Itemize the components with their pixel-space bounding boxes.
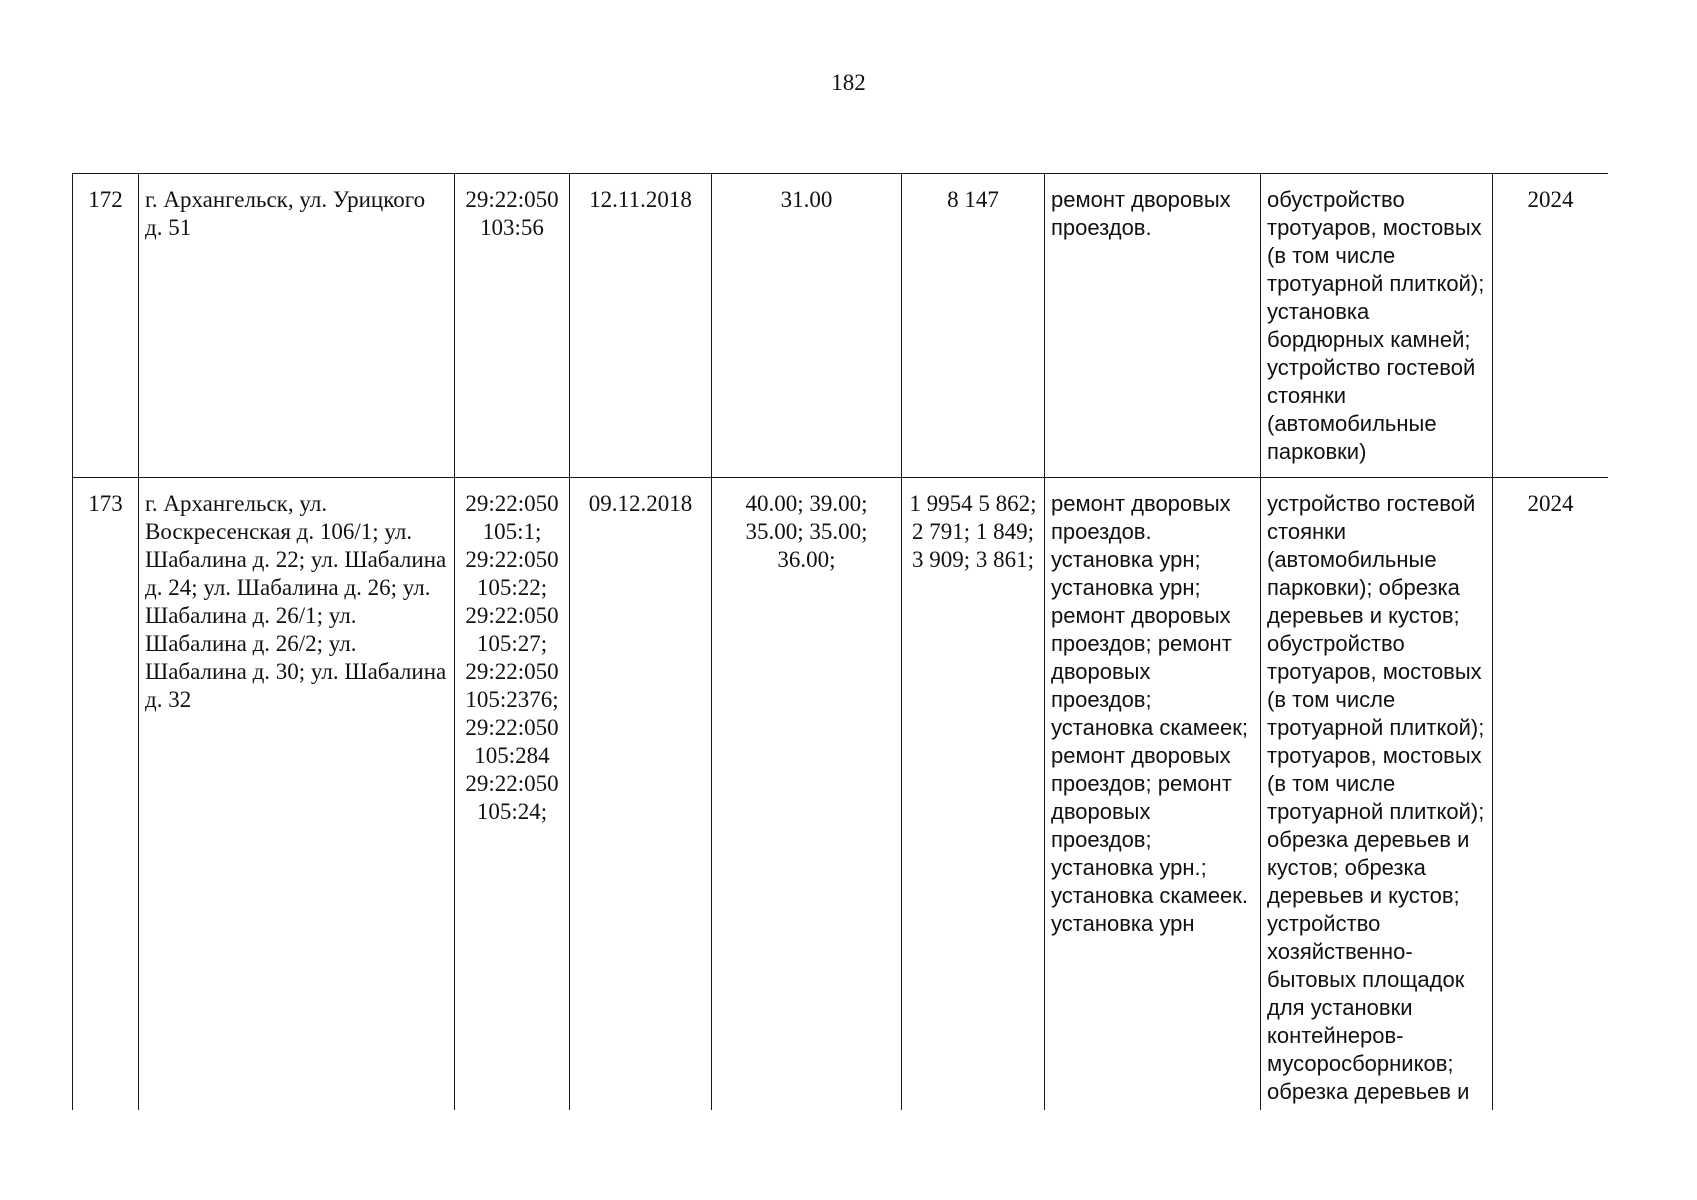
cadastral-number-cell: 29:22:050 103:56 [455, 174, 570, 478]
area-cell: 40.00; 39.00; 35.00; 35.00; 36.00; [712, 478, 902, 1111]
page-number: 182 [831, 70, 866, 95]
additional-works-cell: устройство гостевой стоянки (автомобильные парковки); обрезка деревьев и кустов; обустройство тротуаров, мостовых (в том числе тротуарной плиткой); тротуаров, мостовых (в том числе тротуарной плиткой); обрезка деревьев и кустов; обрезка деревьев и кустов; устройство хозяйственно-бытовых площадок для установки контейнеров-мусоросборников; обрезка деревьев и [1261, 478, 1493, 1111]
document-table [72, 173, 1608, 1110]
additional-works-cell: обустройство тротуаров, мостовых (в том числе тротуарной плиткой); установка бордюрных камней; устройство гостевой стоянки (автомобильные парковки) [1261, 174, 1493, 478]
area-cell: 31.00 [712, 174, 902, 478]
table-row [73, 174, 1609, 478]
date-cell: 12.11.2018 [570, 174, 712, 478]
row-number: 172 [73, 174, 139, 478]
year-cell: 2024 [1493, 174, 1609, 478]
table-row [73, 478, 1609, 1111]
row-number: 173 [73, 478, 139, 1111]
basic-works-cell: ремонт дворовых проездов. установка урн; установка урн; ремонт дворовых проездов; ремонт дворовых проездов; установка скамеек; ремонт дворовых проездов; ремонт дворовых проездов; установка урн.; установка скамеек. установка урн [1045, 478, 1261, 1111]
square-cell: 1 9954 5 862; 2 791; 1 849; 3 909; 3 861; [902, 478, 1045, 1111]
square-cell: 8 147 [902, 174, 1045, 478]
year-cell: 2024 [1493, 478, 1609, 1111]
address-cell: г. Архангельск, ул. Воскресенская д. 106/1; ул. Шабалина д. 22; ул. Шабалина д. 24; ул. Шабалина д. 26; ул. Шабалина д. 26/1; ул. Шабалина д. 26/2; ул. Шабалина д. 30; ул. Шабалина д. 32 [139, 478, 455, 1111]
basic-works-cell: ремонт дворовых проездов. [1045, 174, 1261, 478]
cadastral-number-cell: 29:22:050 105:1; 29:22:050 105:22; 29:22:050 105:27; 29:22:050 105:2376; 29:22:050 105:284 29:22:050 105:24; [455, 478, 570, 1111]
date-cell: 09.12.2018 [570, 478, 712, 1111]
address-cell: г. Архангельск, ул. Урицкого д. 51 [139, 174, 455, 478]
